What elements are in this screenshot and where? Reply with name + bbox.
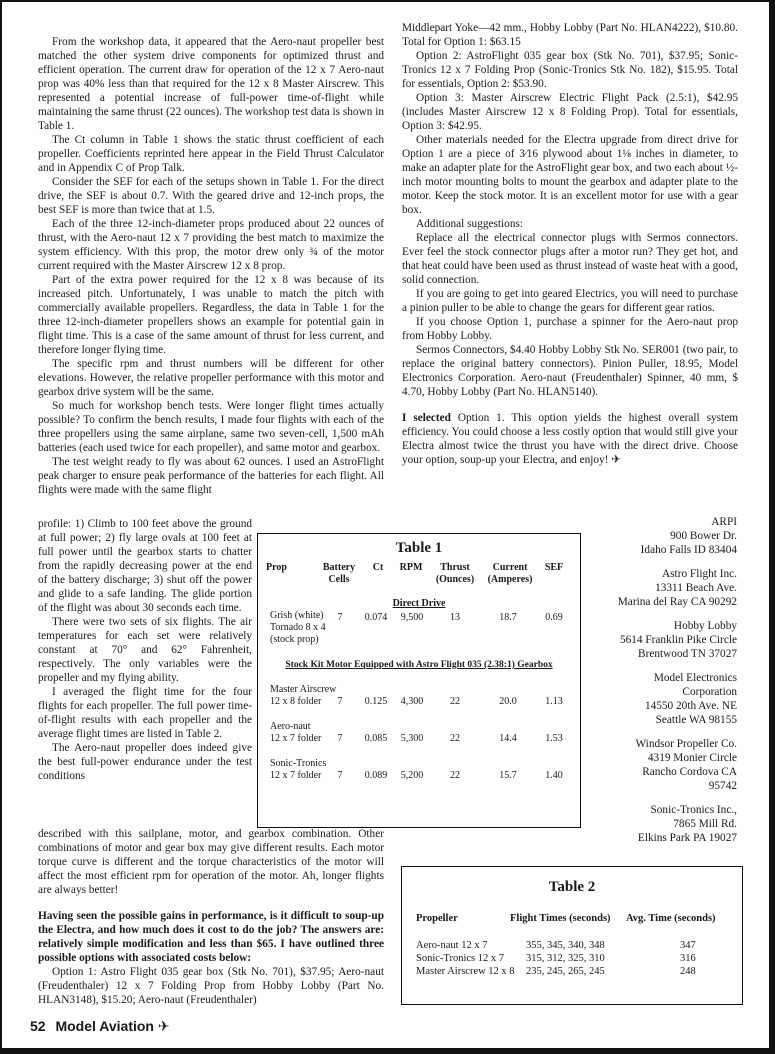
cell-current: 14.4 — [499, 733, 517, 744]
address-block: Astro Flight Inc. 13311 Beach Ave. Marina del Ray CA 90292 — [617, 568, 737, 608]
paragraph: From the workshop data, it appeared that the Aero-naut propeller best matched the other system drive components for optimized thrust and efficient operation. The current draw for operation of the 12 x 7 Aero-naut prop was 40% less than that required for the 12 x 8 Master Airscrew. This represented a potential increase of full-power time-of-flight while maintaining the same thrust (22 ounces). The workshop test data is shown in Table 1. — [38, 36, 384, 132]
cell-propeller: Aero-naut 12 x 7 — [416, 940, 488, 951]
address-list — [517, 515, 737, 855]
page-footer — [30, 1018, 170, 1035]
cell-rpm: 9,500 — [400, 612, 424, 623]
address-block: ARPI 900 Bower Dr. Idaho Falls ID 83404 — [640, 516, 737, 556]
cell-thrust: 13 — [450, 612, 460, 623]
col-header-propeller: Propeller — [416, 913, 458, 924]
address-block: Model Electronics Corporation 14550 20th Ave. NE Seattle WA 98155 — [644, 672, 737, 726]
cell-ct: 0.089 — [364, 770, 388, 781]
cell-current: 20.0 — [499, 696, 517, 707]
cell-avg-time: 316 — [680, 953, 696, 964]
col-header-ct: Ct — [372, 562, 384, 573]
left-column-bottom — [38, 827, 384, 1007]
paragraph: Other materials needed for the Electra upgrade from direct drive for Option 1 are a piece of 3⁄16 plywood about 1⅛ inches in diameter, to make an adapter plate for the AstroFlight gear box, and two each about ½-inch motor mounting bolts to mount the gearbox and adapter plate to the motor. Keep the stock motor. It is an excellent motor for use with a gear box. — [402, 134, 738, 216]
cell-flight-times: 355, 345, 340, 348 — [526, 940, 605, 951]
paragraph: Sermos Connectors, $4.40 Hobby Lobby Stk No. SER001 (two pair, to replace the original battery connectors). Pinion Puller, 18.95, Model Electronics Corporation. Aero-naut (Freudenthaler) Spinner, 40 mm, $ 4.70, Hobby Lobby (Part No. HLAN5140). — [402, 344, 738, 398]
left-column-middle — [38, 517, 252, 783]
cell-cells: 7 — [337, 770, 343, 781]
col-header-thrust: Thrust (Ounces) — [435, 562, 475, 585]
right-column — [402, 21, 738, 467]
table-row-prop: Aero-naut 12 x 7 folder — [270, 721, 322, 744]
section-direct-drive: Direct Drive — [392, 598, 446, 609]
col-header-battery: Battery Cells — [322, 562, 356, 585]
cell-sef: 1.53 — [545, 733, 563, 744]
paragraph: Replace all the electrical connector plugs with Sermos connectors. Ever feel the stock connector plugs after a motor run? They get hot, and that heat could have been used as thrust instead of waste heat with a good, solid connection. — [402, 232, 738, 286]
cell-sef: 1.13 — [545, 696, 563, 707]
paragraph: Part of the extra power required for the 12 x 8 was because of its increased pitch. Unfortunately, I was unable to match the pitch with commercially available propellers. Regardless, the data in Table 1 for the three 12-inch-diameter propellers shows an example for potential gain in flight time. This is a case of the same amount of thrust for less current, and therefore longer flying time. — [38, 274, 384, 356]
paragraph: Consider the SEF for each of the setups shown in Table 1. For the direct drive, the SEF is about 0.7. With the geared drive and 12-inch props, the best SEF is more than twice that at 1.5. — [38, 176, 384, 216]
cell-current: 18.7 — [499, 612, 517, 623]
cell-current: 15.7 — [499, 770, 517, 781]
col-header-current: Current (Amperes) — [487, 562, 533, 585]
col-header-sef: SEF — [544, 562, 564, 573]
cell-cells: 7 — [337, 696, 343, 707]
cell-rpm: 5,300 — [400, 733, 424, 744]
paragraph: If you choose Option 1, purchase a spinner for the Aero-naut prop from Hobby Lobby. — [402, 316, 738, 342]
paragraph: The Ct column in Table 1 shows the static thrust coefficient of each propeller. Coefficients reprinted here appear in the Field Thrust Calculator and in Appendix C of Prop Talk. — [38, 134, 384, 174]
table-row-prop: Grish (white) Tornado 8 x 4 (stock prop) — [270, 610, 326, 645]
bold-lead: Having seen the possible gains in performance, is it difficult to soup-up the Electra, and how much does it cost to do the job? The answers are: relatively simple modification and less than $65. I have outlined three possible options with associated costs below: — [38, 910, 384, 964]
page-border-bottom — [0, 1048, 775, 1054]
col-header-rpm: RPM — [399, 562, 423, 573]
cell-sef: 1.40 — [545, 770, 563, 781]
col-header-avg-time: Avg. Time (seconds) — [626, 913, 716, 924]
cell-thrust: 22 — [450, 733, 460, 744]
table-title: Table 1 — [395, 540, 443, 556]
cell-avg-time: 347 — [680, 940, 696, 951]
cell-sef: 0.69 — [545, 612, 563, 623]
selected-lead: I selected — [402, 412, 451, 424]
table-title: Table 2 — [548, 879, 596, 895]
magazine-name: Model Aviation — [55, 1018, 154, 1034]
paragraph: There were two sets of six flights. The air temperatures for each set were relatively constant at 70° and 62° Fahrenheit, respectively. The only variables were the propeller and my flying ability. — [38, 616, 252, 684]
table-row-prop: Master Airscrew 12 x 8 folder — [270, 684, 337, 707]
page-border-right — [769, 0, 775, 1054]
table-2 — [401, 866, 743, 1005]
paragraph — [38, 909, 384, 965]
cell-ct: 0.085 — [364, 733, 388, 744]
airplane-icon: ✈ — [157, 1018, 170, 1034]
cell-thrust: 22 — [450, 696, 460, 707]
paragraph: profile: 1) Climb to 100 feet above the ground at full power; 2) fly large ovals at 100 feet at full power until the gearbox starts to chatter from the rapidly decreasing power at the end of the battery discharge; 3) shut off the power and glide to a safe landing. The glide portion of the flight was about 30 seconds each time. — [38, 518, 252, 614]
col-header-prop: Prop — [266, 562, 287, 573]
page-number: 52 — [30, 1018, 46, 1034]
paragraph: The specific rpm and thrust numbers will be different for other elevations. However, the relative propeller performance with this motor and gearbox drive system will be the same. — [38, 358, 384, 398]
paragraph: Option 1: Astro Flight 035 gear box (Stk No. 701), $37.95; Aero-naut (Freudenthaler) 12 x 7 Folding Prop from Hobby Lobby (Part No. HLAN3148), $15.20; Aero-naut (Freudenthaler) — [38, 966, 384, 1006]
paragraph: Additional suggestions: — [416, 218, 524, 230]
cell-ct: 0.125 — [364, 696, 388, 707]
cell-propeller: Sonic-Tronics 12 x 7 — [416, 953, 504, 964]
cell-ct: 0.074 — [364, 612, 388, 623]
cell-flight-times: 315, 312, 325, 310 — [526, 953, 605, 964]
paragraph: I averaged the flight time for the four flights for each propeller. The full power time-of-flight results with each propeller and the average flight times are listed in Table 2. — [38, 686, 252, 740]
cell-cells: 7 — [337, 733, 343, 744]
paragraph: Option 2: AstroFlight 035 gear box (Stk No. 701), $37.95; Sonic-Tronics 12 x 7 Folding Prop (Sonic-Tronics Stk No. 182), $15.95. Total for essentials, Option 2: $53.90. — [402, 50, 738, 90]
section-geared: Stock Kit Motor Equipped with Astro Flight 035 (2.38:1) Gearbox — [285, 660, 553, 670]
paragraph: described with this sailplane, motor, and gearbox combination. Other combinations of motor and gear box may give different results. Each motor torque curve is different and the torque characteristics of the motor will affect the most efficient rpm for operation of the motor. Ah, longer flights are always better! — [38, 828, 384, 896]
address-block: Windsor Propeller Co. 4319 Monier Circle Rancho Cordova CA 95742 — [635, 738, 737, 792]
paragraph: The Aero-naut propeller does indeed give the best full-power endurance under the test conditions — [38, 742, 252, 782]
col-header-flight-times: Flight Times (seconds) — [510, 913, 611, 924]
cell-thrust: 22 — [450, 770, 460, 781]
selected-paragraph — [402, 411, 738, 467]
table-row-prop: Sonic-Tronics 12 x 7 folder — [270, 758, 327, 781]
page-border-left — [0, 0, 2, 1054]
cell-cells: 7 — [337, 612, 343, 623]
paragraph: So much for workshop bench tests. Were longer flight times actually possible? To confirm the bench results, I made four flights with each of the three propellers using the same airplane, same two seven-cell, 1,500 mAh batteries (each used twice for each propeller), and same motor and gearbox. — [38, 400, 384, 454]
cell-propeller: Master Airscrew 12 x 8 — [416, 966, 515, 977]
cell-rpm: 4,300 — [400, 696, 424, 707]
paragraph: Each of the three 12-inch-diameter props produced about 22 ounces of thrust, with the Aero-naut 12 x 7 providing the best match to maximize the system efficiency. With this prop, the motor drew only ¾ of the motor current required with the Master Airscrew 12 x 8 prop. — [38, 218, 384, 272]
cell-flight-times: 235, 245, 265, 245 — [526, 966, 605, 977]
paragraph: Option 3: Master Airscrew Electric Flight Pack (2.5:1), $42.95 (includes Master Airscrew 12 x 8 Folding Prop). Total for essentials, Option 3: $42.95. — [402, 92, 738, 132]
address-block: Sonic-Tronics Inc., 7865 Mill Rd. Elkins Park PA 19027 — [637, 804, 737, 844]
cell-avg-time: 248 — [680, 966, 696, 977]
left-column-top — [38, 35, 384, 497]
paragraph: If you are going to get into geared Electrics, you will need to purchase a pinion puller to be able to change the gears for different gear ratios. — [402, 288, 738, 314]
paragraph: Middlepart Yoke—42 mm., Hobby Lobby (Part No. HLAN4222), $10.80. Total for Option 1: $63.15 — [402, 22, 738, 48]
page-border-top — [0, 0, 775, 2]
paragraph: The test weight ready to fly was about 62 ounces. I used an AstroFlight peak charger to ensure peak performance of the batteries for each flight. All flights were made with the same flight — [38, 456, 384, 496]
cell-rpm: 5,200 — [400, 770, 424, 781]
address-block: Hobby Lobby 5614 Franklin Pike Circle Brentwood TN 37027 — [619, 620, 737, 660]
selected-rest: Option 1. This option yields the highest overall system efficiency. You could choose a less costly option that would still give your Electra almost twice the thrust you have with the direct drive. Choose your option, soup-up your Electra, and enjoy! ✈ — [402, 412, 738, 466]
